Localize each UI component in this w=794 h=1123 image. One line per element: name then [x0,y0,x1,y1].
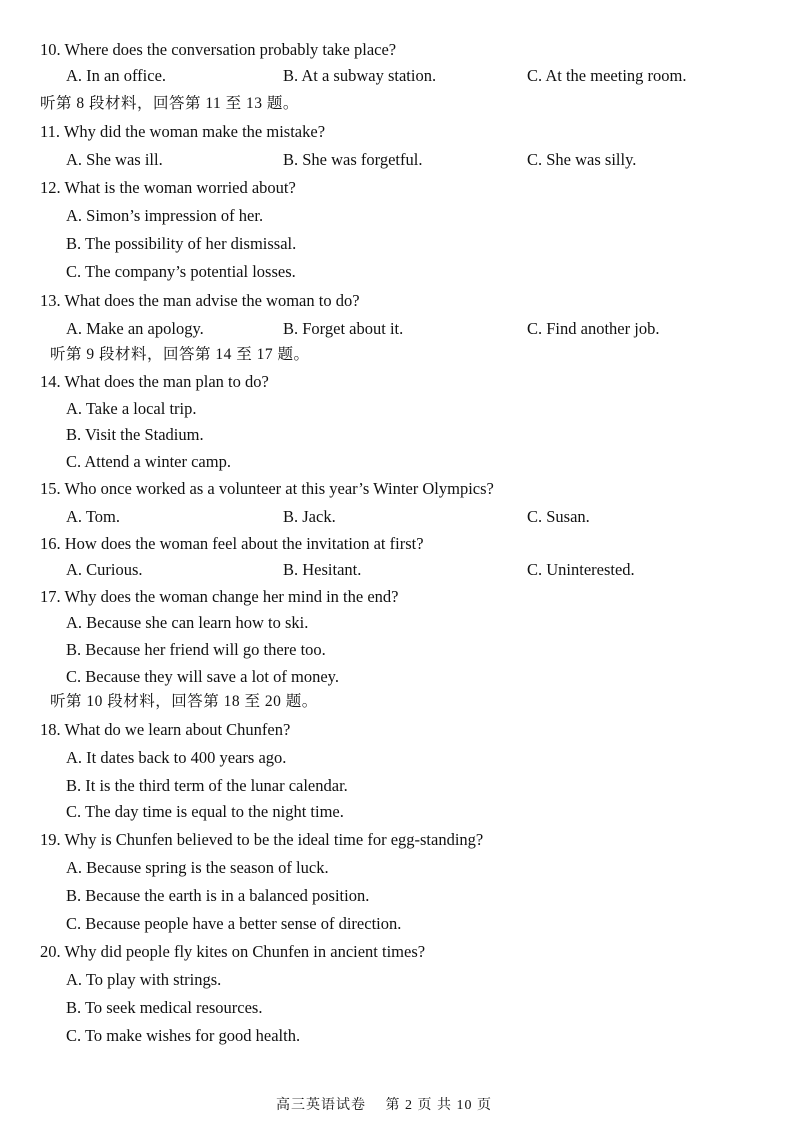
q19-option-a: A. Because spring is the season of luck. [66,858,329,877]
q17-option-b: B. Because her friend will go there too. [66,640,326,659]
q14-option-b: B. Visit the Stadium. [66,425,204,444]
q15-option-b: B. Jack. [283,507,336,526]
q13-option-b: B. Forget about it. [283,319,404,338]
q17-option-c: C. Because they will save a lot of money. [66,667,339,686]
section-8-instruction: 听第 8 段材料，回答第 11 至 13 题。 [40,95,299,112]
q18-option-a: A. It dates back to 400 years ago. [66,748,287,767]
question-17: 17. Why does the woman change her mind in the end? [40,587,399,606]
q15-option-c: C. Susan. [527,507,590,526]
q18-option-c: C. The day time is equal to the night time. [66,802,344,821]
question-13: 13. What does the man advise the woman to do? [40,291,360,310]
q12-option-a: A. Simon’s impression of her. [66,206,264,225]
q20-option-a: A. To play with strings. [66,970,222,989]
question-11: 11. Why did the woman make the mistake? [40,122,326,141]
question-20: 20. Why did people fly kites on Chunfen in ancient times? [40,942,426,961]
question-15: 15. Who once worked as a volunteer at this year’s Winter Olympics? [40,479,494,498]
section-9-instruction: 听第 9 段材料，回答第 14 至 17 题。 [50,346,310,363]
q14-option-a: A. Take a local trip. [66,399,197,418]
q13-option-c: C. Find another job. [527,319,660,338]
q19-option-b: B. Because the earth is in a balanced position. [66,886,370,905]
q17-option-a: A. Because she can learn how to ski. [66,613,309,632]
q16-option-a: A. Curious. [66,560,143,579]
question-16: 16. How does the woman feel about the invitation at first? [40,534,424,553]
q12-option-b: B. The possibility of her dismissal. [66,234,297,253]
question-19: 19. Why is Chunfen believed to be the ideal time for egg-standing? [40,830,484,849]
q10-option-b: B. At a subway station. [283,66,437,85]
q16-option-b: B. Hesitant. [283,560,362,579]
q18-option-b: B. It is the third term of the lunar calendar. [66,776,348,795]
q14-option-c: C. Attend a winter camp. [66,452,231,471]
q13-option-a: A. Make an apology. [66,319,204,338]
q12-option-c: C. The company’s potential losses. [66,262,296,281]
q11-option-b: B. She was forgetful. [283,150,423,169]
question-10: 10. Where does the conversation probably take place? [40,40,397,59]
q19-option-c: C. Because people have a better sense of direction. [66,914,402,933]
q20-option-b: B. To seek medical resources. [66,998,263,1017]
question-12: 12. What is the woman worried about? [40,178,296,197]
q11-option-a: A. She was ill. [66,150,163,169]
section-10-instruction: 听第 10 段材料，回答第 18 至 20 题。 [50,693,318,710]
q16-option-c: C. Uninterested. [527,560,635,579]
q20-option-c: C. To make wishes for good health. [66,1026,301,1045]
q11-option-c: C. She was silly. [527,150,637,169]
question-14: 14. What does the man plan to do? [40,372,269,391]
q10-option-a: A. In an office. [66,66,167,85]
q15-option-a: A. Tom. [66,507,121,526]
q10-option-c: C. At the meeting room. [527,66,687,85]
question-18: 18. What do we learn about Chunfen? [40,720,291,739]
page-footer: 高三英语试卷 第 2 页 共 10 页 [276,1098,492,1113]
